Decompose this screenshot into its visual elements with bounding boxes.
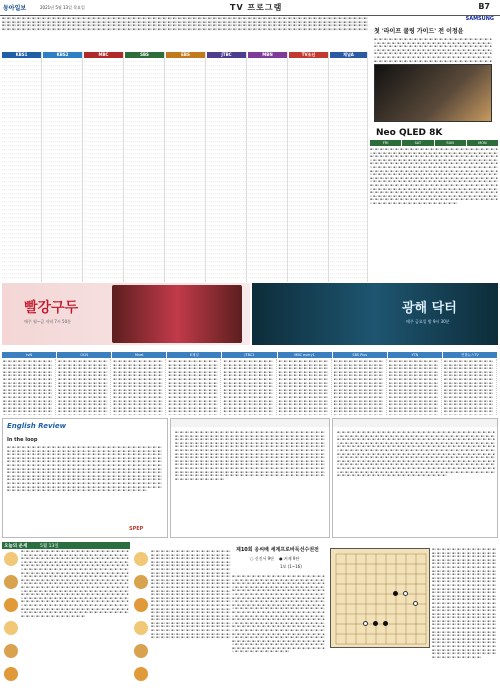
cable-header: Mnet — [112, 352, 166, 358]
publication-name: 동아일보 — [3, 5, 27, 12]
cable-channel-bar — [2, 352, 498, 358]
fortune-list-2 — [132, 542, 232, 688]
channel-header: JTBC — [207, 52, 246, 58]
baduk-game: 1보 (1~16) — [280, 564, 302, 569]
program-row — [43, 274, 82, 278]
ad-headline: 첫 '라이프 쿨링 가이드' 전 이정윤 — [374, 28, 464, 35]
drama-banner — [2, 283, 498, 345]
english-review-box — [2, 418, 168, 538]
black-stone — [383, 621, 388, 626]
black-stone — [373, 621, 378, 626]
box-header — [171, 419, 330, 427]
samsung-ad — [370, 16, 498, 286]
cable-column: ▪▫ ▪▫ ▪▫ ▪▫ ▪▫ ▪▫ ▪▫ ▪▫ ▪▫ ▪▫ ▪▫ ▪▫ ▪▫ ▪▫ ▪▫ ▪▫ ▪▫ ▪▫ ▪▫ ▪▫ ▪▫ ▪▫ ▪▫ ▪▫ ▪▫ ▪▫ ▪▫ ▪▫ ▪▫ ▪▫ ▪▫ ▪▫ ▪▫ ▪▫ ▪▫ ▪▫ ▪▫ ▪▫ ▪▫ ▪▫ ▪▫ ▪▫ ▪▫ ▪▫ ▪▫ ▪▫ ▪▫ ▪▫ ▪▫ ▪▫ ▪▫ ▪▫ ▪▫ ▪▫ ▪▫ ▪▫ ▪▫ ▪▫ ▪▫ ▪▫ ▪▫ ▪▫ ▪▫ ▪▫ ▪▫ ▪▫ ▪▫ ▪▫ ▪▫ ▪▫ ▪▫ ▪▫ ▪▫ ▪▫ ▪▫ ▪▫ ▪▫ ▪▫ ▪▫ ▪▫ ▪▫ ▪▫ ▪▫ ▪▫ ▪▫ ▪▫ ▪▫ ▪▫ ▪▫ ▪▫ ▪▫ ▪▫ ▪▫ ▪▫ ▪▫ ▪▫ ▪▫ ▪▫ ▪▫ ▪▫ ▪▫ ▪▫ ▪▫ ▪▫ ▪▫ ▪▫ ▪▫ ▪▫ ▪▫ ▪▫ ▪▫ ▪▫ ▪▫ ▪▫ ▪▫ ▪▫ ▪▫ ▪▫ ▪▫ ▪▫ ▪▫ ▪▫ ▪▫ ▪▫ ▪▫ ▪▫ ▪▫ ▪▫ ▪▫ ▪▫ ▪▫ ▪▫ ▪▫ ▪▫ ▪▫ ▪▫ ▪▫ ▪▫ ▪▫ ▪▫ ▪▫ ▪▫ ▪▫ ▪▫ ▪▫ ▪▫ ▪▫ ▪▫ ▪▫ ▪▫ ▪▫ ▪▫ ▪▫ ▪▫ ▪▫ ▪▫ ▪▫ ▪▫ ▪▫ ▪▫ — [443, 359, 497, 415]
cable-column: ▪▫ ▪▫ ▪▫ ▪▫ ▪▫ ▪▫ ▪▫ ▪▫ ▪▫ ▪▫ ▪▫ ▪▫ ▪▫ ▪▫ ▪▫ ▪▫ ▪▫ ▪▫ ▪▫ ▪▫ ▪▫ ▪▫ ▪▫ ▪▫ ▪▫ ▪▫ ▪▫ ▪▫ ▪▫ ▪▫ ▪▫ ▪▫ ▪▫ ▪▫ ▪▫ ▪▫ ▪▫ ▪▫ ▪▫ ▪▫ ▪▫ ▪▫ ▪▫ ▪▫ ▪▫ ▪▫ ▪▫ ▪▫ ▪▫ ▪▫ ▪▫ ▪▫ ▪▫ ▪▫ ▪▫ ▪▫ ▪▫ ▪▫ ▪▫ ▪▫ ▪▫ ▪▫ ▪▫ ▪▫ ▪▫ ▪▫ ▪▫ ▪▫ ▪▫ ▪▫ ▪▫ ▪▫ ▪▫ ▪▫ ▪▫ ▪▫ ▪▫ ▪▫ ▪▫ ▪▫ ▪▫ ▪▫ ▪▫ ▪▫ ▪▫ ▪▫ ▪▫ ▪▫ ▪▫ ▪▫ ▪▫ ▪▫ ▪▫ ▪▫ ▪▫ ▪▫ ▪▫ ▪▫ ▪▫ ▪▫ ▪▫ ▪▫ ▪▫ ▪▫ ▪▫ ▪▫ ▪▫ ▪▫ ▪▫ ▪▫ ▪▫ ▪▫ ▪▫ ▪▫ ▪▫ ▪▫ ▪▫ ▪▫ ▪▫ ▪▫ ▪▫ ▪▫ ▪▫ ▪▫ ▪▫ ▪▫ ▪▫ ▪▫ ▪▫ ▪▫ ▪▫ ▪▫ ▪▫ ▪▫ ▪▫ ▪▫ ▪▫ ▪▫ ▪▫ ▪▫ ▪▫ ▪▫ ▪▫ ▪▫ ▪▫ ▪▫ ▪▫ ▪▫ ▪▫ ▪▫ ▪▫ ▪▫ ▪▫ ▪▫ ▪▫ ▪▫ ▪▫ ▪▫ ▪▫ ▪▫ — [2, 359, 56, 415]
zodiac-rooster-icon — [134, 621, 148, 635]
cable-header: YTN — [388, 352, 442, 358]
channel-header: EBS — [166, 52, 205, 58]
section-title: TV 프로그램 — [230, 3, 283, 12]
channel-column-kbs2 — [43, 52, 83, 282]
cable-header: OCN — [57, 352, 111, 358]
weekday-listings: ▪▫ ▪▫ ▪▫ ▪▫ ▪▫ ▪▫ ▪▫ ▪▫ ▪▫ ▪▫ ▪▫ ▪▫ ▪▫ ▪▫ ▪▫ ▪▫ ▪▫ ▪▫ ▪▫ ▪▫ ▪▫ ▪▫ ▪▫ ▪▫ ▪▫ ▪▫ ▪▫ ▪▫ ▪▫ ▪▫ ▪▫ ▪▫ ▪▫ ▪▫ ▪▫ ▪▫ ▪▫ ▪▫ ▪▫ ▪▫ ▪▫ ▪▫ ▪▫ ▪▫ ▪▫ ▪▫ ▪▫ ▪▫ ▪▫ ▪▫ ▪▫ ▪▫ ▪▫ ▪▫ ▪▫ ▪▫ ▪▫ ▪▫ ▪▫ ▪▫ ▪▫ ▪▫ ▪▫ ▪▫ ▪▫ ▪▫ ▪▫ ▪▫ ▪▫ ▪▫ ▪▫ ▪▫ ▪▫ ▪▫ ▪▫ ▪▫ ▪▫ ▪▫ ▪▫ ▪▫ ▪▫ ▪▫ ▪▫ ▪▫ ▪▫ ▪▫ ▪▫ ▪▫ ▪▫ ▪▫ ▪▫ ▪▫ ▪▫ ▪▫ ▪▫ ▪▫ ▪▫ ▪▫ ▪▫ ▪▫ ▪▫ ▪▫ ▪▫ ▪▫ ▪▫ ▪▫ ▪▫ ▪▫ ▪▫ ▪▫ ▪▫ ▪▫ ▪▫ ▪▫ ▪▫ ▪▫ ▪▫ ▪▫ ▪▫ ▪▫ ▪▫ ▪▫ ▪▫ ▪▫ ▪▫ ▪▫ ▪▫ ▪▫ ▪▫ ▪▫ ▪▫ ▪▫ ▪▫ ▪▫ ▪▫ ▪▫ ▪▫ ▪▫ ▪▫ ▪▫ ▪▫ ▪▫ ▪▫ ▪▫ ▪▫ ▪▫ ▪▫ ▪▫ ▪▫ ▪▫ ▪▫ ▪▫ ▪▫ ▪▫ ▪▫ ▪▫ ▪▫ ▪▫ ▪▫ ▪▫ ▪▫ ▪▫ ▪▫ ▪▫ ▪▫ ▪▫ ▪▫ ▪▫ ▪▫ ▪▫ ▪▫ ▪▫ ▪▫ ▪▫ ▪▫ ▪▫ ▪▫ ▪▫ ▪▫ ▪▫ ▪▫ ▪▫ ▪▫ ▪▫ ▪▫ ▪▫ ▪▫ ▪▫ ▪▫ ▪▫ ▪▫ ▪▫ ▪▫ ▪▫ ▪▫ ▪▫ ▪▫ ▪▫ ▪▫ ▪▫ ▪▫ ▪▫ ▪▫ ▪▫ ▪▫ ▪▫ ▪▫ ▪▫ ▪▫ ▪▫ ▪▫ ▪▫ ▪▫ ▪▫ ▪▫ ▪▫ ▪▫ ▪▫ ▪▫ ▪▫ ▪▫ ▪▫ ▪▫ ▪▫ ▪▫ ▪▫ ▪▫ ▪▫ ▪▫ ▪▫ ▪▫ ▪▫ ▪▫ ▪▫ ▪▫ ▪▫ ▪▫ ▪▫ ▪▫ ▪▫ ▪▫ ▪▫ ▪▫ ▪▫ ▪▫ ▪▫ ▪▫ ▪▫ ▪▫ ▪▫ ▪▫ ▪▫ ▪▫ ▪▫ ▪▫ ▪▫ ▪▫ ▪▫ ▪▫ ▪▫ ▪▫ ▪▫ ▪▫ ▪▫ ▪▫ ▪▫ ▪▫ ▪▫ ▪▫ ▪▫ ▪▫ ▪▫ ▪▫ ▪▫ ▪▫ ▪▫ ▪▫ ▪▫ ▪▫ ▪▫ ▪▫ ▪▫ ▪▫ ▪▫ ▪▫ ▪▫ ▪▫ ▪▫ ▪▫ ▪▫ ▪▫ ▪▫ ▪▫ ▪▫ ▪▫ ▪▫ ▪▫ ▪▫ ▪▫ ▪▫ ▪▫ ▪▫ ▪▫ ▪▫ ▪▫ ▪▫ ▪▫ ▪▫ ▪▫ ▪▫ ▪▫ ▪▫ ▪▫ ▪▫ ▪▫ ▪▫ ▪▫ ▪▫ ▪▫ ▪▫ ▪▫ ▪▫ ▪▫ ▪▫ ▪▫ ▪▫ ▪▫ ▪▫ ▪▫ ▪▫ ▪▫ ▪▫ ▪▫ ▪▫ ▪▫ ▪▫ ▪▫ ▪▫ ▪▫ ▪▫ ▪▫ ▪▫ ▪▫ ▪▫ ▪▫ ▪▫ ▪▫ ▪▫ ▪▫ ▪▫ ▪▫ ▪▫ ▪▫ ▪▫ ▪▫ ▪▫ ▪▫ ▪▫ ▪▫ ▪▫ ▪▫ ▪▫ ▪▫ ▪▫ ▪▫ ▪▫ ▪▫ ▪▫ ▪▫ ▪▫ ▪▫ ▪▫ ▪▫ ▪▫ ▪▫ ▪▫ ▪▫ ▪▫ ▪▫ ▪▫ ▪▫ ▪▫ ▪▫ ▪▫ ▪▫ ▪▫ ▪▫ ▪▫ ▪▫ ▪▫ ▪▫ ▪▫ ▪▫ ▪▫ ▪▫ ▪▫ ▪▫ ▪▫ ▪▫ ▪▫ — [370, 148, 498, 205]
english-review-subtitle: In the loop — [7, 437, 38, 443]
zodiac-monkey-icon — [134, 598, 148, 612]
channel-header: SBS — [125, 52, 164, 58]
cable-column: ▪▫ ▪▫ ▪▫ ▪▫ ▪▫ ▪▫ ▪▫ ▪▫ ▪▫ ▪▫ ▪▫ ▪▫ ▪▫ ▪▫ ▪▫ ▪▫ ▪▫ ▪▫ ▪▫ ▪▫ ▪▫ ▪▫ ▪▫ ▪▫ ▪▫ ▪▫ ▪▫ ▪▫ ▪▫ ▪▫ ▪▫ ▪▫ ▪▫ ▪▫ ▪▫ ▪▫ ▪▫ ▪▫ ▪▫ ▪▫ ▪▫ ▪▫ ▪▫ ▪▫ ▪▫ ▪▫ ▪▫ ▪▫ ▪▫ ▪▫ ▪▫ ▪▫ ▪▫ ▪▫ ▪▫ ▪▫ ▪▫ ▪▫ ▪▫ ▪▫ ▪▫ ▪▫ ▪▫ ▪▫ ▪▫ ▪▫ ▪▫ ▪▫ ▪▫ ▪▫ ▪▫ ▪▫ ▪▫ ▪▫ ▪▫ ▪▫ ▪▫ ▪▫ ▪▫ ▪▫ ▪▫ ▪▫ ▪▫ ▪▫ ▪▫ ▪▫ ▪▫ ▪▫ ▪▫ ▪▫ ▪▫ ▪▫ ▪▫ ▪▫ ▪▫ ▪▫ ▪▫ ▪▫ ▪▫ ▪▫ ▪▫ ▪▫ ▪▫ ▪▫ ▪▫ ▪▫ ▪▫ ▪▫ ▪▫ ▪▫ ▪▫ ▪▫ ▪▫ ▪▫ ▪▫ ▪▫ ▪▫ ▪▫ ▪▫ ▪▫ ▪▫ ▪▫ ▪▫ ▪▫ ▪▫ ▪▫ ▪▫ ▪▫ ▪▫ ▪▫ ▪▫ ▪▫ ▪▫ ▪▫ ▪▫ ▪▫ ▪▫ ▪▫ ▪▫ ▪▫ ▪▫ ▪▫ ▪▫ ▪▫ ▪▫ ▪▫ ▪▫ ▪▫ ▪▫ ▪▫ ▪▫ ▪▫ ▪▫ ▪▫ ▪▫ ▪▫ ▪▫ ▪▫ ▪▫ ▪▫ — [388, 359, 442, 415]
channel-column-channela — [330, 52, 368, 282]
channel-header: TV조선 — [289, 52, 328, 58]
player-white: ● 커제 9단 — [279, 556, 300, 561]
weekday-header — [370, 140, 498, 146]
channel-header: KBS2 — [43, 52, 82, 58]
zodiac-ox-icon — [4, 575, 18, 589]
channel-header: MBC — [84, 52, 123, 58]
cable-header: MBC every1 — [278, 352, 332, 358]
weekday-mon: MON — [467, 140, 498, 146]
program-row — [207, 274, 246, 278]
zodiac-sheep-icon — [134, 575, 148, 589]
tv-product-image — [374, 64, 492, 122]
box-text: ▪▫ ▪▫ ▪▫ ▪▫ ▪▫ ▪▫ ▪▫ ▪▫ ▪▫ ▪▫ ▪▫ ▪▫ ▪▫ ▪▫ ▪▫ ▪▫ ▪▫ ▪▫ ▪▫ ▪▫ ▪▫ ▪▫ ▪▫ ▪▫ ▪▫ ▪▫ ▪▫ ▪▫ ▪▫ ▪▫ ▪▫ ▪▫ ▪▫ ▪▫ ▪▫ ▪▫ ▪▫ ▪▫ ▪▫ ▪▫ ▪▫ ▪▫ ▪▫ ▪▫ ▪▫ ▪▫ ▪▫ ▪▫ ▪▫ ▪▫ ▪▫ ▪▫ ▪▫ ▪▫ ▪▫ ▪▫ ▪▫ ▪▫ ▪▫ ▪▫ ▪▫ ▪▫ ▪▫ ▪▫ ▪▫ ▪▫ ▪▫ ▪▫ ▪▫ ▪▫ ▪▫ ▪▫ ▪▫ ▪▫ ▪▫ ▪▫ ▪▫ ▪▫ ▪▫ ▪▫ ▪▫ ▪▫ ▪▫ ▪▫ ▪▫ ▪▫ ▪▫ ▪▫ ▪▫ ▪▫ ▪▫ ▪▫ ▪▫ ▪▫ ▪▫ ▪▫ ▪▫ ▪▫ ▪▫ ▪▫ ▪▫ ▪▫ ▪▫ ▪▫ ▪▫ ▪▫ ▪▫ ▪▫ ▪▫ ▪▫ ▪▫ ▪▫ ▪▫ ▪▫ ▪▫ ▪▫ ▪▫ ▪▫ ▪▫ ▪▫ ▪▫ ▪▫ ▪▫ ▪▫ ▪▫ ▪▫ ▪▫ ▪▫ ▪▫ ▪▫ ▪▫ ▪▫ ▪▫ ▪▫ ▪▫ ▪▫ ▪▫ ▪▫ ▪▫ ▪▫ ▪▫ ▪▫ ▪▫ ▪▫ ▪▫ ▪▫ ▪▫ ▪▫ ▪▫ ▪▫ ▪▫ ▪▫ ▪▫ ▪▫ ▪▫ ▪▫ ▪▫ ▪▫ ▪▫ ▪▫ ▪▫ ▪▫ ▪▫ ▪▫ ▪▫ ▪▫ ▪▫ ▪▫ ▪▫ ▪▫ ▪▫ ▪▫ ▪▫ ▪▫ ▪▫ ▪▫ ▪▫ ▪▫ ▪▫ ▪▫ ▪▫ ▪▫ ▪▫ ▪▫ ▪▫ ▪▫ ▪▫ ▪▫ ▪▫ ▪▫ ▪▫ ▪▫ ▪▫ ▪▫ ▪▫ ▪▫ ▪▫ ▪▫ ▪▫ ▪▫ ▪▫ ▪▫ ▪▫ ▪▫ ▪▫ ▪▫ ▪▫ ▪▫ ▪▫ ▪▫ ▪▫ ▪▫ ▪▫ ▪▫ ▪▫ ▪▫ ▪▫ ▪▫ ▪▫ ▪▫ ▪▫ ▪▫ ▪▫ ▪▫ ▪▫ ▪▫ ▪▫ ▪▫ ▪▫ ▪▫ ▪▫ ▪▫ ▪▫ ▪▫ ▪▫ ▪▫ ▪▫ ▪▫ ▪▫ ▪▫ ▪▫ ▪▫ ▪▫ ▪▫ ▪▫ ▪▫ ▪▫ ▪▫ ▪▫ ▪▫ ▪▫ ▪▫ ▪▫ ▪▫ ▪▫ ▪▫ ▪▫ ▪▫ ▪▫ ▪▫ ▪▫ ▪▫ ▪▫ ▪▫ ▪▫ ▪▫ ▪▫ ▪▫ ▪▫ ▪▫ ▪▫ ▪▫ ▪▫ ▪▫ ▪▫ ▪▫ ▪▫ ▪▫ ▪▫ ▪▫ ▪▫ ▪▫ ▪▫ ▪▫ ▪▫ ▪▫ ▪▫ ▪▫ ▪▫ ▪▫ ▪▫ ▪▫ ▪▫ ▪▫ ▪▫ ▪▫ ▪▫ ▪▫ ▪▫ ▪▫ ▪▫ ▪▫ ▪▫ ▪▫ ▪▫ ▪▫ ▪▫ ▪▫ ▪▫ ▪▫ ▪▫ ▪▫ ▪▫ ▪▫ ▪▫ ▪▫ ▪▫ ▪▫ ▪▫ ▪▫ ▪▫ ▪▫ ▪▫ ▪▫ ▪▫ ▪▫ ▪▫ ▪▫ ▪▫ ▪▫ ▪▫ ▪▫ ▪▫ ▪▫ ▪▫ ▪▫ ▪▫ ▪▫ ▪▫ ▪▫ ▪▫ ▪▫ ▪▫ ▪▫ ▪▫ ▪▫ ▪▫ ▪▫ ▪▫ ▪▫ ▪▫ ▪▫ ▪▫ ▪▫ ▪▫ ▪▫ ▪▫ ▪▫ ▪▫ ▪▫ ▪▫ ▪▫ ▪▫ ▪▫ ▪▫ ▪▫ ▪▫ ▪▫ ▪▫ ▪▫ ▪▫ ▪▫ ▪▫ ▪▫ ▪▫ ▪▫ ▪▫ ▪▫ ▪▫ ▪▫ ▪▫ ▪▫ ▪▫ ▪▫ ▪▫ ▪▫ ▪▫ ▪▫ ▪▫ ▪▫ ▪▫ ▪▫ ▪▫ ▪▫ ▪▫ ▪▫ ▪▫ ▪▫ ▪▫ ▪▫ — [337, 431, 495, 478]
white-stone — [403, 591, 408, 596]
banner-right-sub: 매주 금요일 밤 9시 30분 — [406, 319, 450, 324]
ad-body-text: ▪▫ ▪▫ ▪▫ ▪▫ ▪▫ ▪▫ ▪▫ ▪▫ ▪▫ ▪▫ ▪▫ ▪▫ ▪▫ ▪▫ ▪▫ ▪▫ ▪▫ ▪▫ ▪▫ ▪▫ ▪▫ ▪▫ ▪▫ ▪▫ ▪▫ ▪▫ ▪▫ ▪▫ ▪▫ ▪▫ ▪▫ ▪▫ ▪▫ ▪▫ ▪▫ ▪▫ ▪▫ ▪▫ ▪▫ ▪▫ ▪▫ ▪▫ ▪▫ ▪▫ ▪▫ ▪▫ ▪▫ ▪▫ ▪▫ ▪▫ ▪▫ ▪▫ ▪▫ ▪▫ ▪▫ ▪▫ ▪▫ ▪▫ ▪▫ ▪▫ ▪▫ ▪▫ ▪▫ ▪▫ ▪▫ ▪▫ ▪▫ ▪▫ ▪▫ ▪▫ ▪▫ ▪▫ ▪▫ ▪▫ ▪▫ ▪▫ ▪▫ ▪▫ ▪▫ ▪▫ ▪▫ ▪▫ ▪▫ ▪▫ ▪▫ ▪▫ ▪▫ ▪▫ ▪▫ ▪▫ ▪▫ ▪▫ ▪▫ ▪▫ ▪▫ ▪▫ ▪▫ ▪▫ ▪▫ ▪▫ ▪▫ ▪▫ ▪▫ ▪▫ ▪▫ ▪▫ ▪▫ ▪▫ ▪▫ ▪▫ ▪▫ ▪▫ ▪▫ ▪▫ ▪▫ ▪▫ ▪▫ ▪▫ ▪▫ ▪▫ ▪▫ ▪▫ ▪▫ ▪▫ ▪▫ ▪▫ ▪▫ ▪▫ ▪▫ ▪▫ ▪▫ ▪▫ ▪▫ ▪▫ ▪▫ ▪▫ ▪▫ ▪▫ ▪▫ ▪▫ ▪▫ ▪▫ ▪▫ ▪▫ ▪▫ ▪▫ ▪▫ ▪▫ ▪▫ ▪▫ ▪▫ ▪▫ ▪▫ ▪▫ ▪▫ ▪▫ ▪▫ ▪▫ ▪▫ ▪▫ ▪▫ ▪▫ ▪▫ ▪▫ ▪ — [374, 38, 492, 62]
zodiac-dog-icon — [134, 644, 148, 658]
banner-right — [252, 283, 498, 345]
white-stone — [363, 621, 368, 626]
cable-column: ▪▫ ▪▫ ▪▫ ▪▫ ▪▫ ▪▫ ▪▫ ▪▫ ▪▫ ▪▫ ▪▫ ▪▫ ▪▫ ▪▫ ▪▫ ▪▫ ▪▫ ▪▫ ▪▫ ▪▫ ▪▫ ▪▫ ▪▫ ▪▫ ▪▫ ▪▫ ▪▫ ▪▫ ▪▫ ▪▫ ▪▫ ▪▫ ▪▫ ▪▫ ▪▫ ▪▫ ▪▫ ▪▫ ▪▫ ▪▫ ▪▫ ▪▫ ▪▫ ▪▫ ▪▫ ▪▫ ▪▫ ▪▫ ▪▫ ▪▫ ▪▫ ▪▫ ▪▫ ▪▫ ▪▫ ▪▫ ▪▫ ▪▫ ▪▫ ▪▫ ▪▫ ▪▫ ▪▫ ▪▫ ▪▫ ▪▫ ▪▫ ▪▫ ▪▫ ▪▫ ▪▫ ▪▫ ▪▫ ▪▫ ▪▫ ▪▫ ▪▫ ▪▫ ▪▫ ▪▫ ▪▫ ▪▫ ▪▫ ▪▫ ▪▫ ▪▫ ▪▫ ▪▫ ▪▫ ▪▫ ▪▫ ▪▫ ▪▫ ▪▫ ▪▫ ▪▫ ▪▫ ▪▫ ▪▫ ▪▫ ▪▫ ▪▫ ▪▫ ▪▫ ▪▫ ▪▫ ▪▫ ▪▫ ▪▫ ▪▫ ▪▫ ▪▫ ▪▫ ▪▫ ▪▫ ▪▫ ▪▫ ▪▫ ▪▫ ▪▫ ▪▫ ▪▫ ▪▫ ▪▫ ▪▫ ▪▫ ▪▫ ▪▫ ▪▫ ▪▫ ▪▫ ▪▫ ▪▫ ▪▫ ▪▫ ▪▫ ▪▫ ▪▫ ▪▫ ▪▫ ▪▫ ▪▫ ▪▫ ▪▫ ▪▫ ▪▫ ▪▫ ▪▫ ▪▫ ▪▫ ▪▫ ▪▫ ▪▫ ▪▫ ▪▫ ▪▫ ▪▫ ▪▫ ▪▫ ▪▫ — [333, 359, 387, 415]
program-row — [330, 274, 367, 278]
cable-listings — [2, 359, 498, 415]
masthead — [0, 0, 500, 16]
zodiac-pig-icon — [134, 667, 148, 681]
banner-right-title: 광해 닥터 — [402, 301, 457, 316]
channel-column-mbc — [84, 52, 124, 282]
channel-column-mbn — [248, 52, 288, 282]
baduk-title: 제10회 응씨배 세계프로바둑선수권전 — [236, 547, 319, 553]
fortune-date: 5월 13일 — [40, 544, 59, 549]
zodiac-snake-icon — [4, 667, 18, 681]
baduk-commentary: ▪▫ ▪▫ ▪▫ ▪▫ ▪▫ ▪▫ ▪▫ ▪▫ ▪▫ ▪▫ ▪▫ ▪▫ ▪▫ ▪▫ ▪▫ ▪▫ ▪▫ ▪▫ ▪▫ ▪▫ ▪▫ ▪▫ ▪▫ ▪▫ ▪▫ ▪▫ ▪▫ ▪▫ ▪▫ ▪▫ ▪▫ ▪▫ ▪▫ ▪▫ ▪▫ ▪▫ ▪▫ ▪▫ ▪▫ ▪▫ ▪▫ ▪▫ ▪▫ ▪▫ ▪▫ ▪▫ ▪▫ ▪▫ ▪▫ ▪▫ ▪▫ ▪▫ ▪▫ ▪▫ ▪▫ ▪▫ ▪▫ ▪▫ ▪▫ ▪▫ ▪▫ ▪▫ ▪▫ ▪▫ ▪▫ ▪▫ ▪▫ ▪▫ ▪▫ ▪▫ ▪▫ ▪▫ ▪▫ ▪▫ ▪▫ ▪▫ ▪▫ ▪▫ ▪▫ ▪▫ ▪▫ ▪▫ ▪▫ ▪▫ ▪▫ ▪▫ ▪▫ ▪▫ ▪▫ ▪▫ ▪▫ ▪▫ ▪▫ ▪▫ ▪▫ ▪▫ ▪▫ ▪▫ ▪▫ ▪▫ ▪▫ ▪▫ ▪▫ ▪▫ ▪▫ ▪▫ ▪▫ ▪▫ ▪▫ ▪▫ ▪▫ ▪▫ ▪▫ ▪▫ ▪▫ ▪▫ ▪▫ ▪▫ ▪▫ ▪▫ ▪▫ ▪▫ ▪▫ ▪▫ ▪▫ ▪▫ ▪▫ ▪▫ ▪▫ ▪▫ ▪▫ ▪▫ ▪▫ ▪▫ ▪▫ ▪▫ ▪▫ ▪▫ ▪▫ ▪▫ ▪▫ ▪▫ ▪▫ ▪▫ ▪▫ ▪▫ ▪▫ ▪▫ ▪▫ ▪▫ ▪▫ ▪▫ ▪▫ ▪▫ ▪▫ ▪▫ ▪▫ ▪▫ ▪▫ ▪▫ ▪▫ ▪▫ ▪▫ ▪▫ ▪▫ ▪▫ ▪▫ ▪▫ ▪▫ ▪▫ ▪▫ ▪▫ ▪▫ ▪▫ ▪▫ ▪▫ ▪▫ ▪▫ ▪▫ ▪▫ ▪▫ ▪▫ ▪▫ ▪▫ ▪▫ ▪▫ ▪▫ ▪▫ ▪▫ ▪▫ ▪▫ ▪▫ ▪▫ ▪▫ ▪▫ ▪▫ ▪▫ ▪▫ ▪▫ ▪▫ ▪▫ ▪▫ ▪▫ ▪▫ ▪▫ ▪▫ ▪▫ ▪▫ ▪▫ ▪▫ ▪▫ ▪▫ ▪▫ ▪▫ ▪▫ ▪▫ ▪▫ ▪▫ ▪▫ ▪▫ ▪▫ ▪▫ ▪▫ ▪▫ ▪▫ ▪▫ ▪▫ ▪▫ ▪▫ ▪▫ ▪▫ ▪▫ ▪▫ ▪▫ ▪▫ ▪▫ ▪▫ ▪▫ ▪▫ ▪▫ ▪▫ ▪▫ ▪▫ ▪▫ ▪▫ ▪▫ ▪▫ ▪▫ ▪▫ ▪▫ ▪▫ ▪▫ ▪▫ ▪▫ ▪▫ ▪▫ ▪▫ ▪▫ ▪▫ ▪▫ ▪▫ ▪▫ ▪▫ ▪▫ ▪▫ ▪▫ ▪▫ ▪▫ ▪▫ ▪▫ ▪▫ ▪▫ ▪▫ ▪▫ ▪▫ ▪▫ ▪▫ ▪▫ ▪▫ ▪▫ ▪▫ ▪▫ ▪▫ ▪▫ ▪▫ ▪▫ ▪▫ ▪▫ ▪▫ ▪▫ ▪▫ ▪▫ ▪▫ ▪▫ ▪▫ ▪▫ ▪▫ ▪▫ ▪▫ ▪▫ ▪▫ ▪▫ ▪▫ ▪▫ ▪▫ ▪▫ ▪▫ ▪▫ ▪▫ ▪▫ ▪▫ ▪▫ ▪▫ ▪▫ ▪▫ ▪▫ ▪▫ ▪▫ ▪▫ ▪▫ ▪▫ ▪▫ ▪▫ ▪▫ ▪▫ ▪▫ ▪▫ ▪▫ ▪▫ ▪▫ ▪▫ ▪▫ ▪▫ ▪▫ ▪▫ ▪▫ ▪▫ ▪▫ ▪▫ ▪▫ ▪▫ ▪▫ ▪▫ ▪▫ ▪▫ ▪▫ ▪▫ ▪▫ ▪▫ ▪▫ ▪▫ ▪▫ ▪▫ ▪▫ ▪▫ ▪▫ ▪▫ ▪▫ ▪▫ ▪▫ ▪▫ ▪▫ ▪▫ ▪▫ ▪▫ ▪▫ ▪▫ ▪▫ ▪▫ ▪▫ ▪▫ ▪▫ ▪▫ ▪▫ ▪▫ ▪▫ ▪▫ ▪▫ ▪▫ ▪▫ ▪▫ ▪▫ ▪▫ ▪▫ ▪▫ ▪▫ ▪▫ ▪▫ ▪▫ ▪▫ ▪▫ ▪▫ ▪▫ ▪▫ ▪▫ ▪▫ ▪▫ ▪▫ ▪▫ ▪▫ — [232, 575, 325, 654]
zodiac-rabbit-icon — [4, 621, 18, 635]
channel-column-ebs — [166, 52, 206, 282]
zodiac-horse-icon — [134, 552, 148, 566]
program-row — [248, 274, 287, 278]
channel-column-jtbc — [207, 52, 247, 282]
info-strip: ▪▫ ▪▫ ▪▫ ▪▫ ▪▫ ▪▫ ▪▫ ▪▫ ▪▫ ▪▫ ▪▫ ▪▫ ▪▫ ▪▫ ▪▫ ▪▫ ▪▫ ▪▫ ▪▫ ▪▫ ▪▫ ▪▫ ▪▫ ▪▫ ▪▫ ▪▫ ▪▫ ▪▫ ▪▫ ▪▫ ▪▫ ▪▫ ▪▫ ▪▫ ▪▫ ▪▫ ▪▫ ▪▫ ▪▫ ▪▫ ▪▫ ▪▫ ▪▫ ▪▫ ▪▫ ▪▫ ▪▫ ▪▫ ▪▫ ▪▫ ▪▫ ▪▫ ▪▫ ▪▫ ▪▫ ▪▫ ▪▫ ▪▫ ▪▫ ▪▫ ▪▫ ▪▫ ▪▫ ▪▫ ▪▫ ▪▫ ▪▫ ▪▫ ▪▫ ▪▫ ▪▫ ▪▫ ▪▫ ▪▫ ▪▫ ▪▫ ▪▫ ▪▫ ▪▫ ▪▫ ▪▫ ▪▫ ▪▫ ▪▫ ▪▫ ▪▫ ▪▫ ▪▫ ▪▫ ▪▫ ▪▫ ▪▫ ▪▫ ▪▫ ▪▫ ▪▫ ▪▫ ▪▫ ▪▫ ▪▫ ▪▫ ▪▫ ▪▫ ▪▫ ▪▫ ▪▫ ▪▫ ▪▫ ▪▫ ▪▫ ▪▫ ▪▫ ▪▫ ▪▫ ▪▫ ▪▫ ▪▫ ▪▫ ▪▫ ▪▫ ▪▫ ▪▫ ▪▫ ▪▫ ▪▫ ▪▫ ▪▫ ▪▫ ▪▫ ▪▫ ▪▫ ▪▫ ▪▫ ▪▫ ▪▫ ▪▫ ▪▫ ▪▫ ▪▫ ▪▫ ▪▫ ▪▫ ▪▫ ▪▫ ▪▫ ▪▫ ▪▫ ▪▫ ▪▫ ▪▫ ▪▫ ▪▫ ▪▫ ▪▫ ▪▫ ▪▫ ▪▫ ▪▫ ▪▫ ▪▫ ▪▫ ▪▫ ▪▫ ▪▫ ▪▫ ▪▫ ▪▫ ▪▫ ▪▫ ▪▫ ▪▫ ▪▫ ▪▫ ▪▫ ▪▫ ▪▫ ▪▫ ▪▫ ▪▫ ▪▫ ▪▫ ▪▫ ▪▫ ▪▫ ▪▫ ▪▫ ▪▫ ▪▫ ▪▫ ▪▫ ▪▫ ▪▫ ▪▫ ▪▫ ▪▫ ▪▫ ▪▫ ▪▫ ▪▫ ▪▫ ▪▫ ▪▫ ▪▫ ▪▫ ▪▫ ▪▫ ▪▫ ▪▫ ▪▫ ▪▫ ▪▫ ▪▫ ▪▫ ▪▫ ▪▫ ▪▫ ▪▫ ▪▫ ▪▫ ▪▫ ▪▫ ▪▫ ▪▫ ▪▫ ▪▫ ▪▫ ▪▫ ▪▫ ▪▫ ▪▫ ▪▫ ▪▫ ▪▫ ▪▫ ▪▫ ▪▫ ▪▫ ▪▫ ▪▫ ▪▫ ▪▫ ▪▫ ▪▫ ▪▫ ▪▫ ▪▫ ▪▫ ▪▫ ▪▫ ▪▫ ▪▫ ▪▫ ▪▫ ▪▫ ▪▫ ▪▫ ▪▫ ▪▫ ▪▫ ▪▫ ▪▫ ▪▫ ▪▫ ▪▫ ▪▫ ▪▫ ▪▫ ▪▫ ▪▫ ▪▫ ▪▫ ▪▫ ▪▫ ▪▫ ▪▫ ▪▫ ▪▫ ▪▫ ▪▫ ▪▫ ▪▫ ▪▫ ▪▫ ▪▫ ▪▫ ▪▫ ▪▫ ▪▫ ▪▫ ▪▫ ▪▫ ▪▫ — [2, 17, 368, 31]
cable-column: ▪▫ ▪▫ ▪▫ ▪▫ ▪▫ ▪▫ ▪▫ ▪▫ ▪▫ ▪▫ ▪▫ ▪▫ ▪▫ ▪▫ ▪▫ ▪▫ ▪▫ ▪▫ ▪▫ ▪▫ ▪▫ ▪▫ ▪▫ ▪▫ ▪▫ ▪▫ ▪▫ ▪▫ ▪▫ ▪▫ ▪▫ ▪▫ ▪▫ ▪▫ ▪▫ ▪▫ ▪▫ ▪▫ ▪▫ ▪▫ ▪▫ ▪▫ ▪▫ ▪▫ ▪▫ ▪▫ ▪▫ ▪▫ ▪▫ ▪▫ ▪▫ ▪▫ ▪▫ ▪▫ ▪▫ ▪▫ ▪▫ ▪▫ ▪▫ ▪▫ ▪▫ ▪▫ ▪▫ ▪▫ ▪▫ ▪▫ ▪▫ ▪▫ ▪▫ ▪▫ ▪▫ ▪▫ ▪▫ ▪▫ ▪▫ ▪▫ ▪▫ ▪▫ ▪▫ ▪▫ ▪▫ ▪▫ ▪▫ ▪▫ ▪▫ ▪▫ ▪▫ ▪▫ ▪▫ ▪▫ ▪▫ ▪▫ ▪▫ ▪▫ ▪▫ ▪▫ ▪▫ ▪▫ ▪▫ ▪▫ ▪▫ ▪▫ ▪▫ ▪▫ ▪▫ ▪▫ ▪▫ ▪▫ ▪▫ ▪▫ ▪▫ ▪▫ ▪▫ ▪▫ ▪▫ ▪▫ ▪▫ ▪▫ ▪▫ ▪▫ ▪▫ ▪▫ ▪▫ ▪▫ ▪▫ ▪▫ ▪▫ ▪▫ ▪▫ ▪▫ ▪▫ ▪▫ ▪▫ ▪▫ ▪▫ ▪▫ ▪▫ ▪▫ ▪▫ ▪▫ ▪▫ ▪▫ ▪▫ ▪▫ ▪▫ ▪▫ ▪▫ ▪▫ ▪▫ ▪▫ ▪▫ ▪▫ ▪▫ ▪▫ ▪▫ ▪▫ ▪▫ ▪▫ ▪▫ ▪▫ — [112, 359, 166, 415]
weekday-sat: SAT — [402, 140, 433, 146]
channel-header: KBS1 — [2, 52, 41, 58]
channel-header: MBN — [248, 52, 287, 58]
zodiac-dragon-icon — [4, 644, 18, 658]
program-row — [84, 274, 123, 278]
box-text: ▪▫ ▪▫ ▪▫ ▪▫ ▪▫ ▪▫ ▪▫ ▪▫ ▪▫ ▪▫ ▪▫ ▪▫ ▪▫ ▪▫ ▪▫ ▪▫ ▪▫ ▪▫ ▪▫ ▪▫ ▪▫ ▪▫ ▪▫ ▪▫ ▪▫ ▪▫ ▪▫ ▪▫ ▪▫ ▪▫ ▪▫ ▪▫ ▪▫ ▪▫ ▪▫ ▪▫ ▪▫ ▪▫ ▪▫ ▪▫ ▪▫ ▪▫ ▪▫ ▪▫ ▪▫ ▪▫ ▪▫ ▪▫ ▪▫ ▪▫ ▪▫ ▪▫ ▪▫ ▪▫ ▪▫ ▪▫ ▪▫ ▪▫ ▪▫ ▪▫ ▪▫ ▪▫ ▪▫ ▪▫ ▪▫ ▪▫ ▪▫ ▪▫ ▪▫ ▪▫ ▪▫ ▪▫ ▪▫ ▪▫ ▪▫ ▪▫ ▪▫ ▪▫ ▪▫ ▪▫ ▪▫ ▪▫ ▪▫ ▪▫ ▪▫ ▪▫ ▪▫ ▪▫ ▪▫ ▪▫ ▪▫ ▪▫ ▪▫ ▪▫ ▪▫ ▪▫ ▪▫ ▪▫ ▪▫ ▪▫ ▪▫ ▪▫ ▪▫ ▪▫ ▪▫ ▪▫ ▪▫ ▪▫ ▪▫ ▪▫ ▪▫ ▪▫ ▪▫ ▪▫ ▪▫ ▪▫ ▪▫ ▪▫ ▪▫ ▪▫ ▪▫ ▪▫ ▪▫ ▪▫ ▪▫ ▪▫ ▪▫ ▪▫ ▪▫ ▪▫ ▪▫ ▪▫ ▪▫ ▪▫ ▪▫ ▪▫ ▪▫ ▪▫ ▪▫ ▪▫ ▪▫ ▪▫ ▪▫ ▪▫ ▪▫ ▪▫ ▪▫ ▪▫ ▪▫ ▪▫ ▪▫ ▪▫ ▪▫ ▪▫ ▪▫ ▪▫ ▪▫ ▪▫ ▪▫ ▪▫ ▪▫ ▪▫ ▪▫ ▪▫ ▪▫ ▪▫ ▪▫ ▪▫ ▪▫ ▪▫ ▪▫ ▪▫ ▪▫ ▪▫ ▪▫ ▪▫ ▪▫ ▪▫ ▪▫ ▪▫ ▪▫ ▪▫ ▪▫ ▪▫ ▪▫ ▪▫ ▪▫ ▪▫ ▪▫ ▪▫ ▪▫ ▪▫ ▪▫ ▪▫ ▪▫ ▪▫ ▪▫ ▪▫ ▪▫ ▪▫ ▪▫ ▪▫ ▪▫ ▪▫ ▪▫ ▪▫ ▪▫ ▪▫ ▪▫ ▪▫ ▪▫ ▪▫ ▪▫ ▪▫ ▪▫ ▪▫ ▪▫ ▪▫ ▪▫ ▪▫ ▪▫ ▪▫ ▪▫ ▪▫ ▪▫ ▪▫ ▪▫ ▪▫ ▪▫ ▪▫ ▪▫ ▪▫ ▪▫ ▪▫ ▪▫ ▪▫ ▪▫ ▪▫ ▪▫ ▪▫ ▪▫ ▪▫ ▪▫ ▪▫ ▪▫ ▪▫ ▪▫ ▪▫ ▪▫ ▪▫ ▪▫ ▪▫ ▪▫ ▪▫ ▪▫ ▪▫ ▪▫ ▪▫ ▪▫ ▪▫ ▪▫ ▪▫ ▪▫ ▪▫ ▪▫ ▪▫ ▪▫ ▪▫ ▪▫ ▪▫ ▪▫ ▪▫ ▪▫ ▪▫ ▪▫ ▪▫ ▪▫ ▪▫ ▪▫ ▪▫ ▪▫ ▪▫ ▪▫ ▪▫ ▪▫ ▪▫ ▪▫ ▪▫ ▪▫ ▪▫ ▪▫ ▪▫ ▪▫ ▪▫ ▪▫ ▪▫ ▪▫ ▪▫ ▪▫ ▪▫ ▪▫ ▪▫ ▪▫ ▪▫ ▪▫ ▪▫ ▪▫ ▪▫ ▪▫ ▪▫ ▪▫ ▪▫ ▪▫ ▪▫ ▪▫ ▪▫ ▪▫ ▪▫ ▪▫ ▪▫ ▪▫ ▪▫ ▪▫ ▪▫ ▪▫ ▪▫ ▪▫ ▪▫ ▪▫ ▪▫ ▪▫ ▪▫ ▪▫ ▪▫ ▪▫ ▪▫ ▪▫ ▪▫ ▪▫ ▪▫ ▪▫ ▪▫ ▪▫ ▪▫ ▪▫ ▪▫ ▪▫ ▪▫ ▪▫ ▪▫ ▪▫ ▪▫ ▪▫ ▪▫ ▪▫ ▪▫ ▪▫ ▪▫ ▪▫ ▪▫ ▪▫ ▪▫ ▪▫ ▪▫ ▪▫ ▪▫ ▪▫ ▪▫ ▪▫ ▪▫ ▪▫ ▪▫ ▪▫ ▪▫ ▪▫ ▪▫ ▪▫ ▪▫ ▪▫ ▪▫ ▪▫ ▪▫ ▪▫ ▪▫ ▪▫ ▪▫ ▪▫ ▪▫ ▪▫ ▪▫ ▪▫ ▪▫ ▪▫ ▪▫ ▪▫ ▪▫ ▪▫ ▪▫ ▪▫ ▪▫ — [175, 431, 325, 481]
fortune-list — [2, 550, 130, 688]
tv-schedule-grid — [2, 52, 368, 282]
cable-header: JTBC2 — [222, 352, 276, 358]
spep-logo: SPEP — [129, 526, 144, 532]
cable-header: E채널 — [167, 352, 221, 358]
channel-column-kbs1 — [2, 52, 42, 282]
cable-column: ▪▫ ▪▫ ▪▫ ▪▫ ▪▫ ▪▫ ▪▫ ▪▫ ▪▫ ▪▫ ▪▫ ▪▫ ▪▫ ▪▫ ▪▫ ▪▫ ▪▫ ▪▫ ▪▫ ▪▫ ▪▫ ▪▫ ▪▫ ▪▫ ▪▫ ▪▫ ▪▫ ▪▫ ▪▫ ▪▫ ▪▫ ▪▫ ▪▫ ▪▫ ▪▫ ▪▫ ▪▫ ▪▫ ▪▫ ▪▫ ▪▫ ▪▫ ▪▫ ▪▫ ▪▫ ▪▫ ▪▫ ▪▫ ▪▫ ▪▫ ▪▫ ▪▫ ▪▫ ▪▫ ▪▫ ▪▫ ▪▫ ▪▫ ▪▫ ▪▫ ▪▫ ▪▫ ▪▫ ▪▫ ▪▫ ▪▫ ▪▫ ▪▫ ▪▫ ▪▫ ▪▫ ▪▫ ▪▫ ▪▫ ▪▫ ▪▫ ▪▫ ▪▫ ▪▫ ▪▫ ▪▫ ▪▫ ▪▫ ▪▫ ▪▫ ▪▫ ▪▫ ▪▫ ▪▫ ▪▫ ▪▫ ▪▫ ▪▫ ▪▫ ▪▫ ▪▫ ▪▫ ▪▫ ▪▫ ▪▫ ▪▫ ▪▫ ▪▫ ▪▫ ▪▫ ▪▫ ▪▫ ▪▫ ▪▫ ▪▫ ▪▫ ▪▫ ▪▫ ▪▫ ▪▫ ▪▫ ▪▫ ▪▫ ▪▫ ▪▫ ▪▫ ▪▫ ▪▫ ▪▫ ▪▫ ▪▫ ▪▫ ▪▫ ▪▫ ▪▫ ▪▫ ▪▫ ▪▫ ▪▫ ▪▫ ▪▫ ▪▫ ▪▫ ▪▫ ▪▫ ▪▫ ▪▫ ▪▫ ▪▫ ▪▫ ▪▫ ▪▫ ▪▫ ▪▫ ▪▫ ▪▫ ▪▫ ▪▫ ▪▫ ▪▫ ▪▫ ▪▫ ▪▫ ▪▫ ▪▫ — [167, 359, 221, 415]
weekday-fri: FRI — [370, 140, 401, 146]
program-row — [2, 274, 41, 278]
program-row — [166, 274, 205, 278]
japanese-review-box — [170, 418, 330, 538]
white-stone — [413, 601, 418, 606]
program-row — [125, 274, 164, 278]
baduk-players — [250, 556, 299, 562]
board-grid — [331, 549, 431, 649]
banner-left-title: 빨강구두 — [24, 300, 79, 316]
weekday-sun: SUN — [435, 140, 466, 146]
banner-left-sub: 매주 월~금 저녁 7시 50분 — [24, 319, 71, 324]
baduk-board — [330, 548, 430, 648]
cable-column: ▪▫ ▪▫ ▪▫ ▪▫ ▪▫ ▪▫ ▪▫ ▪▫ ▪▫ ▪▫ ▪▫ ▪▫ ▪▫ ▪▫ ▪▫ ▪▫ ▪▫ ▪▫ ▪▫ ▪▫ ▪▫ ▪▫ ▪▫ ▪▫ ▪▫ ▪▫ ▪▫ ▪▫ ▪▫ ▪▫ ▪▫ ▪▫ ▪▫ ▪▫ ▪▫ ▪▫ ▪▫ ▪▫ ▪▫ ▪▫ ▪▫ ▪▫ ▪▫ ▪▫ ▪▫ ▪▫ ▪▫ ▪▫ ▪▫ ▪▫ ▪▫ ▪▫ ▪▫ ▪▫ ▪▫ ▪▫ ▪▫ ▪▫ ▪▫ ▪▫ ▪▫ ▪▫ ▪▫ ▪▫ ▪▫ ▪▫ ▪▫ ▪▫ ▪▫ ▪▫ ▪▫ ▪▫ ▪▫ ▪▫ ▪▫ ▪▫ ▪▫ ▪▫ ▪▫ ▪▫ ▪▫ ▪▫ ▪▫ ▪▫ ▪▫ ▪▫ ▪▫ ▪▫ ▪▫ ▪▫ ▪▫ ▪▫ ▪▫ ▪▫ ▪▫ ▪▫ ▪▫ ▪▫ ▪▫ ▪▫ ▪▫ ▪▫ ▪▫ ▪▫ ▪▫ ▪▫ ▪▫ ▪▫ ▪▫ ▪▫ ▪▫ ▪▫ ▪▫ ▪▫ ▪▫ ▪▫ ▪▫ ▪▫ ▪▫ ▪▫ ▪▫ ▪▫ ▪▫ ▪▫ ▪▫ ▪▫ ▪▫ ▪▫ ▪▫ ▪▫ ▪▫ ▪▫ ▪▫ ▪▫ ▪▫ ▪▫ ▪▫ ▪▫ ▪▫ ▪▫ ▪▫ ▪▫ ▪▫ ▪▫ ▪▫ ▪▫ ▪▫ ▪▫ ▪▫ ▪▫ ▪▫ ▪▫ ▪▫ ▪▫ ▪▫ ▪▫ ▪▫ ▪▫ ▪▫ ▪▫ — [57, 359, 111, 415]
program-row — [289, 274, 328, 278]
fortune-text: ▪▫ ▪▫ ▪▫ ▪▫ ▪▫ ▪▫ ▪▫ ▪▫ ▪▫ ▪▫ ▪▫ ▪▫ ▪▫ ▪▫ ▪▫ ▪▫ ▪▫ ▪▫ ▪▫ ▪▫ ▪▫ ▪▫ ▪▫ ▪▫ ▪▫ ▪▫ ▪▫ ▪▫ ▪▫ ▪▫ ▪▫ ▪▫ ▪▫ ▪▫ ▪▫ ▪▫ ▪▫ ▪▫ ▪▫ ▪▫ ▪▫ ▪▫ ▪▫ ▪▫ ▪▫ ▪▫ ▪▫ ▪▫ ▪▫ ▪▫ ▪▫ ▪▫ ▪▫ ▪▫ ▪▫ ▪▫ ▪▫ ▪▫ ▪▫ ▪▫ ▪▫ ▪▫ ▪▫ ▪▫ ▪▫ ▪▫ ▪▫ ▪▫ ▪▫ ▪▫ ▪▫ ▪▫ ▪▫ ▪▫ ▪▫ ▪▫ ▪▫ ▪▫ ▪▫ ▪▫ ▪▫ ▪▫ ▪▫ ▪▫ ▪▫ ▪▫ ▪▫ ▪▫ ▪▫ ▪▫ ▪▫ ▪▫ ▪▫ ▪▫ ▪▫ ▪▫ ▪▫ ▪▫ ▪▫ ▪▫ ▪▫ ▪▫ ▪▫ ▪▫ ▪▫ ▪▫ ▪▫ ▪▫ ▪▫ ▪▫ ▪▫ ▪▫ ▪▫ ▪▫ ▪▫ ▪▫ ▪▫ ▪▫ ▪▫ ▪▫ ▪▫ ▪▫ ▪▫ ▪▫ ▪▫ ▪▫ ▪▫ ▪▫ ▪▫ ▪▫ ▪▫ ▪▫ ▪▫ ▪▫ ▪▫ ▪▫ ▪▫ ▪▫ ▪▫ ▪▫ ▪▫ ▪▫ ▪▫ ▪▫ ▪▫ ▪▫ ▪▫ ▪▫ ▪▫ ▪▫ ▪▫ ▪▫ ▪▫ ▪▫ ▪▫ ▪▫ ▪▫ ▪▫ ▪▫ ▪▫ ▪▫ ▪▫ ▪▫ ▪▫ ▪▫ ▪▫ ▪▫ ▪▫ ▪▫ ▪▫ ▪▫ ▪▫ ▪▫ ▪▫ ▪▫ ▪▫ ▪▫ ▪▫ ▪▫ ▪▫ ▪▫ ▪▫ ▪▫ ▪▫ ▪▫ ▪▫ ▪▫ ▪▫ ▪▫ ▪▫ ▪▫ ▪▫ ▪▫ ▪▫ ▪▫ ▪▫ ▪▫ ▪▫ ▪▫ ▪▫ ▪▫ ▪▫ ▪▫ ▪▫ ▪▫ ▪▫ ▪▫ ▪▫ ▪▫ ▪▫ ▪▫ ▪▫ ▪▫ ▪▫ ▪▫ ▪▫ ▪▫ ▪▫ ▪▫ ▪▫ ▪▫ ▪▫ ▪▫ ▪▫ ▪▫ ▪▫ ▪▫ ▪▫ ▪▫ ▪▫ ▪▫ ▪▫ ▪▫ ▪▫ ▪▫ ▪▫ ▪▫ ▪▫ ▪▫ ▪▫ ▪▫ ▪▫ ▪▫ ▪▫ ▪▫ ▪▫ ▪▫ ▪▫ ▪▫ ▪▫ ▪▫ ▪▫ ▪▫ ▪▫ ▪▫ ▪▫ ▪▫ ▪▫ ▪▫ ▪▫ ▪▫ ▪▫ ▪▫ ▪▫ ▪▫ ▪▫ ▪▫ ▪▫ ▪▫ ▪▫ ▪▫ ▪▫ ▪▫ ▪▫ ▪▫ ▪▫ ▪▫ ▪▫ ▪▫ ▪▫ ▪▫ ▪▫ ▪▫ ▪▫ ▪▫ ▪▫ ▪▫ ▪▫ ▪▫ ▪▫ ▪▫ ▪▫ ▪▫ ▪▫ ▪▫ ▪▫ ▪▫ ▪▫ ▪▫ ▪▫ ▪▫ ▪▫ ▪▫ ▪▫ ▪▫ ▪▫ ▪▫ ▪▫ ▪▫ ▪▫ ▪▫ ▪▫ ▪▫ ▪▫ ▪▫ ▪▫ ▪▫ ▪▫ ▪▫ ▪▫ ▪▫ ▪▫ ▪▫ ▪▫ ▪▫ ▪▫ ▪▫ ▪▫ ▪▫ ▪▫ ▪▫ ▪▫ ▪▫ ▪▫ ▪▫ ▪▫ ▪▫ ▪▫ ▪▫ ▪▫ ▪▫ ▪▫ ▪▫ ▪▫ ▪▫ ▪▫ ▪▫ ▪▫ ▪▫ ▪▫ ▪▫ ▪▫ ▪▫ ▪▫ ▪▫ ▪▫ ▪▫ ▪▫ ▪▫ ▪▫ ▪▫ ▪▫ ▪▫ ▪▫ ▪▫ ▪▫ ▪▫ ▪▫ ▪▫ ▪▫ ▪▫ ▪▫ ▪▫ ▪▫ ▪▫ ▪▫ ▪▫ ▪▫ ▪▫ ▪▫ ▪▫ ▪▫ ▪▫ ▪▫ ▪▫ ▪▫ ▪▫ ▪▫ ▪▫ ▪▫ ▪▫ ▪▫ ▪▫ ▪▫ ▪▫ ▪▫ ▪▫ ▪▫ ▪▫ ▪▫ — [21, 550, 129, 618]
chinese-review-box — [332, 418, 498, 538]
black-stone — [393, 591, 398, 596]
baduk-notes: ▪▫ ▪▫ ▪▫ ▪▫ ▪▫ ▪▫ ▪▫ ▪▫ ▪▫ ▪▫ ▪▫ ▪▫ ▪▫ ▪▫ ▪▫ ▪▫ ▪▫ ▪▫ ▪▫ ▪▫ ▪▫ ▪▫ ▪▫ ▪▫ ▪▫ ▪▫ ▪▫ ▪▫ ▪▫ ▪▫ ▪▫ ▪▫ ▪▫ ▪▫ ▪▫ ▪▫ ▪▫ ▪▫ ▪▫ ▪▫ ▪▫ ▪▫ ▪▫ ▪▫ ▪▫ ▪▫ ▪▫ ▪▫ ▪▫ ▪▫ ▪▫ ▪▫ ▪▫ ▪▫ ▪▫ ▪▫ ▪▫ ▪▫ ▪▫ ▪▫ ▪▫ ▪▫ ▪▫ ▪▫ ▪▫ ▪▫ ▪▫ ▪▫ ▪▫ ▪▫ ▪▫ ▪▫ ▪▫ ▪▫ ▪▫ ▪▫ ▪▫ ▪▫ ▪▫ ▪▫ ▪▫ ▪▫ ▪▫ ▪▫ ▪▫ ▪▫ ▪▫ ▪▫ ▪▫ ▪▫ ▪▫ ▪▫ ▪▫ ▪▫ ▪▫ ▪▫ ▪▫ ▪▫ ▪▫ ▪▫ ▪▫ ▪▫ ▪▫ ▪▫ ▪▫ ▪▫ ▪▫ ▪▫ ▪▫ ▪▫ ▪▫ ▪▫ ▪▫ ▪▫ ▪▫ ▪▫ ▪▫ ▪▫ ▪▫ ▪▫ ▪▫ ▪▫ ▪▫ ▪▫ ▪▫ ▪▫ ▪▫ ▪▫ ▪▫ ▪▫ ▪▫ ▪▫ ▪▫ ▪▫ ▪▫ ▪▫ ▪▫ ▪▫ ▪▫ ▪▫ ▪▫ ▪▫ ▪▫ ▪▫ ▪▫ ▪▫ ▪▫ ▪▫ ▪▫ ▪▫ ▪▫ ▪▫ ▪▫ ▪▫ ▪▫ ▪▫ ▪▫ ▪▫ ▪▫ ▪▫ ▪▫ ▪▫ ▪▫ ▪▫ ▪▫ ▪▫ ▪▫ ▪▫ ▪▫ ▪▫ ▪▫ ▪▫ ▪▫ ▪▫ ▪▫ ▪▫ ▪▫ ▪▫ ▪▫ ▪▫ ▪▫ ▪▫ ▪▫ ▪▫ ▪▫ ▪▫ ▪▫ ▪▫ ▪▫ ▪▫ ▪▫ ▪▫ ▪▫ ▪▫ ▪▫ ▪▫ ▪▫ ▪▫ ▪▫ ▪▫ ▪▫ ▪▫ ▪▫ ▪▫ ▪▫ ▪▫ ▪▫ ▪▫ ▪▫ ▪▫ ▪▫ ▪▫ ▪▫ ▪▫ ▪▫ ▪▫ ▪▫ ▪▫ ▪▫ ▪▫ ▪▫ ▪▫ ▪▫ ▪▫ ▪▫ ▪▫ ▪▫ ▪▫ ▪▫ ▪▫ ▪▫ ▪▫ ▪▫ ▪▫ ▪▫ ▪▫ ▪▫ ▪▫ ▪▫ ▪▫ ▪▫ ▪▫ ▪▫ ▪▫ ▪▫ ▪▫ ▪▫ ▪▫ ▪▫ ▪▫ ▪▫ ▪▫ ▪▫ ▪▫ ▪▫ ▪▫ ▪▫ ▪▫ ▪▫ ▪▫ ▪▫ ▪▫ ▪▫ ▪▫ ▪▫ ▪▫ ▪▫ ▪▫ ▪▫ ▪▫ ▪▫ ▪▫ ▪▫ ▪▫ ▪▫ ▪▫ ▪▫ ▪▫ ▪▫ ▪▫ ▪▫ ▪▫ ▪▫ ▪▫ ▪▫ ▪▫ ▪▫ ▪▫ ▪▫ ▪▫ ▪▫ ▪▫ ▪▫ ▪▫ ▪▫ ▪▫ ▪▫ ▪▫ ▪▫ ▪▫ ▪▫ ▪▫ ▪▫ ▪▫ ▪▫ ▪▫ ▪▫ ▪▫ ▪▫ ▪▫ ▪▫ ▪▫ ▪▫ ▪▫ ▪▫ ▪▫ ▪▫ ▪▫ ▪▫ ▪▫ ▪▫ ▪▫ ▪▫ ▪▫ ▪▫ ▪▫ ▪▫ ▪▫ ▪▫ ▪▫ ▪▫ ▪▫ ▪▫ ▪▫ ▪▫ ▪▫ ▪▫ ▪▫ ▪▫ ▪▫ ▪▫ ▪▫ ▪▫ ▪▫ ▪▫ ▪▫ ▪▫ ▪▫ ▪▫ ▪▫ ▪▫ ▪▫ ▪▫ ▪▫ ▪▫ ▪▫ ▪▫ ▪▫ ▪▫ ▪▫ ▪▫ ▪▫ ▪▫ ▪▫ ▪▫ ▪▫ ▪▫ ▪▫ ▪▫ ▪▫ ▪▫ ▪▫ ▪▫ ▪▫ ▪▫ ▪▫ ▪▫ ▪▫ ▪▫ ▪▫ ▪▫ ▪▫ ▪▫ ▪▫ ▪▫ ▪▫ ▪▫ ▪▫ ▪▫ ▪▫ ▪▫ ▪▫ ▪▫ ▪▫ ▪▫ ▪▫ ▪▫ ▪▫ ▪▫ ▪▫ — [432, 548, 497, 659]
product-name: Neo QLED 8K — [376, 128, 443, 138]
publication-date: 2021년 5월 13일 목요일 — [40, 5, 85, 10]
page-number: B7 — [478, 2, 490, 11]
fortune-title: 오늘의 운세 — [4, 544, 28, 549]
cable-header: tvN — [2, 352, 56, 358]
english-review-title: English Review — [7, 422, 67, 430]
samsung-logo: SAMSUNG — [465, 16, 494, 22]
cable-header: 연합뉴스TV — [443, 352, 497, 358]
cable-header: SBS Plus — [333, 352, 387, 358]
channel-column-sbs — [125, 52, 165, 282]
zodiac-tiger-icon — [4, 598, 18, 612]
english-review-text: ▪▫ ▪▫ ▪▫ ▪▫ ▪▫ ▪▫ ▪▫ ▪▫ ▪▫ ▪▫ ▪▫ ▪▫ ▪▫ ▪▫ ▪▫ ▪▫ ▪▫ ▪▫ ▪▫ ▪▫ ▪▫ ▪▫ ▪▫ ▪▫ ▪▫ ▪▫ ▪▫ ▪▫ ▪▫ ▪▫ ▪▫ ▪▫ ▪▫ ▪▫ ▪▫ ▪▫ ▪▫ ▪▫ ▪▫ ▪▫ ▪▫ ▪▫ ▪▫ ▪▫ ▪▫ ▪▫ ▪▫ ▪▫ ▪▫ ▪▫ ▪▫ ▪▫ ▪▫ ▪▫ ▪▫ ▪▫ ▪▫ ▪▫ ▪▫ ▪▫ ▪▫ ▪▫ ▪▫ ▪▫ ▪▫ ▪▫ ▪▫ ▪▫ ▪▫ ▪▫ ▪▫ ▪▫ ▪▫ ▪▫ ▪▫ ▪▫ ▪▫ ▪▫ ▪▫ ▪▫ ▪▫ ▪▫ ▪▫ ▪▫ ▪▫ ▪▫ ▪▫ ▪▫ ▪▫ ▪▫ ▪▫ ▪▫ ▪▫ ▪▫ ▪▫ ▪▫ ▪▫ ▪▫ ▪▫ ▪▫ ▪▫ ▪▫ ▪▫ ▪▫ ▪▫ ▪▫ ▪▫ ▪▫ ▪▫ ▪▫ ▪▫ ▪▫ ▪▫ ▪▫ ▪▫ ▪▫ ▪▫ ▪▫ ▪▫ ▪▫ ▪▫ ▪▫ ▪▫ ▪▫ ▪▫ ▪▫ ▪▫ ▪▫ ▪▫ ▪▫ ▪▫ ▪▫ ▪▫ ▪▫ ▪▫ ▪▫ ▪▫ ▪▫ ▪▫ ▪▫ ▪▫ ▪▫ ▪▫ ▪▫ ▪▫ ▪▫ ▪▫ ▪▫ ▪▫ ▪▫ ▪▫ ▪▫ ▪▫ ▪▫ ▪▫ ▪▫ ▪▫ ▪▫ ▪▫ ▪▫ ▪▫ ▪▫ ▪▫ ▪▫ ▪▫ ▪▫ ▪▫ ▪▫ ▪▫ ▪▫ ▪▫ ▪▫ ▪▫ ▪▫ ▪▫ ▪▫ ▪▫ ▪▫ ▪▫ ▪▫ ▪▫ ▪▫ ▪▫ ▪▫ ▪▫ ▪▫ ▪▫ ▪▫ ▪▫ ▪▫ ▪▫ ▪▫ ▪▫ ▪▫ ▪▫ ▪▫ ▪▫ ▪▫ ▪▫ ▪▫ ▪▫ ▪▫ ▪▫ ▪▫ ▪▫ ▪▫ ▪▫ ▪▫ ▪▫ ▪▫ ▪▫ ▪▫ ▪▫ ▪▫ ▪▫ ▪▫ ▪▫ ▪▫ ▪▫ ▪▫ ▪▫ ▪▫ ▪▫ ▪▫ ▪▫ ▪▫ ▪▫ ▪▫ ▪▫ ▪▫ ▪▫ ▪▫ ▪▫ ▪▫ ▪▫ ▪▫ ▪▫ ▪▫ ▪▫ ▪▫ ▪▫ ▪▫ ▪▫ ▪▫ ▪▫ ▪▫ ▪▫ ▪▫ ▪▫ ▪▫ ▪▫ ▪▫ ▪▫ ▪▫ ▪▫ ▪▫ ▪▫ ▪▫ ▪▫ ▪▫ ▪▫ ▪▫ ▪▫ ▪▫ ▪▫ ▪▫ ▪▫ ▪▫ ▪▫ ▪▫ ▪▫ ▪▫ ▪▫ ▪▫ ▪▫ ▪▫ ▪▫ ▪▫ ▪▫ ▪▫ ▪▫ ▪▫ ▪▫ ▪▫ ▪▫ ▪▫ ▪▫ ▪▫ ▪▫ ▪▫ ▪▫ ▪▫ ▪▫ ▪▫ ▪▫ ▪▫ ▪▫ ▪▫ ▪▫ ▪▫ ▪▫ ▪▫ ▪▫ ▪▫ ▪▫ ▪▫ ▪▫ ▪▫ ▪▫ ▪▫ ▪▫ ▪▫ ▪▫ ▪▫ ▪▫ ▪▫ ▪▫ ▪▫ ▪▫ ▪▫ ▪▫ ▪▫ ▪▫ ▪▫ ▪▫ ▪▫ ▪▫ ▪▫ ▪▫ ▪▫ ▪▫ ▪▫ ▪▫ ▪▫ ▪▫ ▪▫ ▪▫ ▪▫ ▪▫ ▪▫ ▪▫ ▪▫ ▪▫ ▪▫ ▪▫ ▪▫ ▪▫ ▪▫ ▪▫ ▪▫ ▪▫ ▪▫ ▪▫ ▪▫ ▪▫ ▪▫ ▪▫ ▪▫ ▪▫ ▪▫ ▪▫ ▪▫ ▪▫ ▪▫ ▪▫ ▪▫ ▪▫ ▪▫ ▪▫ ▪▫ ▪▫ ▪▫ ▪▫ ▪▫ ▪▫ ▪▫ ▪▫ ▪▫ ▪▫ ▪▫ ▪▫ ▪▫ ▪▫ ▪▫ ▪▫ ▪▫ ▪▫ ▪▫ ▪▫ ▪▫ ▪▫ ▪▫ ▪▫ ▪▫ ▪▫ ▪▫ ▪▫ ▪▫ ▪▫ ▪▫ — [7, 446, 162, 493]
zodiac-rat-icon — [4, 552, 18, 566]
fortune-text: ▪▫ ▪▫ ▪▫ ▪▫ ▪▫ ▪▫ ▪▫ ▪▫ ▪▫ ▪▫ ▪▫ ▪▫ ▪▫ ▪▫ ▪▫ ▪▫ ▪▫ ▪▫ ▪▫ ▪▫ ▪▫ ▪▫ ▪▫ ▪▫ ▪▫ ▪▫ ▪▫ ▪▫ ▪▫ ▪▫ ▪▫ ▪▫ ▪▫ ▪▫ ▪▫ ▪▫ ▪▫ ▪▫ ▪▫ ▪▫ ▪▫ ▪▫ ▪▫ ▪▫ ▪▫ ▪▫ ▪▫ ▪▫ ▪▫ ▪▫ ▪▫ ▪▫ ▪▫ ▪▫ ▪▫ ▪▫ ▪▫ ▪▫ ▪▫ ▪▫ ▪▫ ▪▫ ▪▫ ▪▫ ▪▫ ▪▫ ▪▫ ▪▫ ▪▫ ▪▫ ▪▫ ▪▫ ▪▫ ▪▫ ▪▫ ▪▫ ▪▫ ▪▫ ▪▫ ▪▫ ▪▫ ▪▫ ▪▫ ▪▫ ▪▫ ▪▫ ▪▫ ▪▫ ▪▫ ▪▫ ▪▫ ▪▫ ▪▫ ▪▫ ▪▫ ▪▫ ▪▫ ▪▫ ▪▫ ▪▫ ▪▫ ▪▫ ▪▫ ▪▫ ▪▫ ▪▫ ▪▫ ▪▫ ▪▫ ▪▫ ▪▫ ▪▫ ▪▫ ▪▫ ▪▫ ▪▫ ▪▫ ▪▫ ▪▫ ▪▫ ▪▫ ▪▫ ▪▫ ▪▫ ▪▫ ▪▫ ▪▫ ▪▫ ▪▫ ▪▫ ▪▫ ▪▫ ▪▫ ▪▫ ▪▫ ▪▫ ▪▫ ▪▫ ▪▫ ▪▫ ▪▫ ▪▫ ▪▫ ▪▫ ▪▫ ▪▫ ▪▫ ▪▫ ▪▫ ▪▫ ▪▫ ▪▫ ▪▫ ▪▫ ▪▫ ▪▫ ▪▫ ▪▫ ▪▫ ▪▫ ▪▫ ▪▫ ▪▫ ▪▫ ▪▫ ▪▫ ▪▫ ▪▫ ▪▫ ▪▫ ▪▫ ▪▫ ▪▫ ▪▫ ▪▫ ▪▫ ▪▫ ▪▫ ▪▫ ▪▫ ▪▫ ▪▫ ▪▫ ▪▫ ▪▫ ▪▫ ▪▫ ▪▫ ▪▫ ▪▫ ▪▫ ▪▫ ▪▫ ▪▫ ▪▫ ▪▫ ▪▫ ▪▫ ▪▫ ▪▫ ▪▫ ▪▫ ▪▫ ▪▫ ▪▫ ▪▫ ▪▫ ▪▫ ▪▫ ▪▫ ▪▫ ▪▫ ▪▫ ▪▫ ▪▫ ▪▫ ▪▫ ▪▫ ▪▫ ▪▫ ▪▫ ▪▫ ▪▫ ▪▫ ▪▫ ▪▫ ▪▫ ▪▫ ▪▫ ▪▫ ▪▫ ▪▫ ▪▫ ▪▫ ▪▫ ▪▫ ▪▫ ▪▫ ▪▫ ▪▫ ▪▫ ▪▫ ▪▫ ▪▫ ▪▫ ▪▫ ▪▫ ▪▫ ▪▫ ▪▫ ▪▫ ▪▫ ▪▫ ▪▫ ▪▫ ▪▫ ▪▫ ▪▫ ▪▫ ▪▫ ▪▫ ▪▫ ▪▫ ▪▫ ▪▫ ▪▫ ▪▫ ▪▫ ▪▫ ▪▫ ▪▫ ▪▫ ▪▫ ▪▫ ▪▫ ▪▫ ▪▫ ▪▫ ▪▫ ▪▫ ▪▫ ▪▫ ▪▫ ▪▫ ▪▫ ▪▫ ▪▫ ▪▫ ▪▫ ▪▫ ▪▫ ▪▫ ▪▫ ▪▫ ▪▫ ▪▫ ▪▫ ▪▫ ▪▫ ▪▫ ▪▫ ▪▫ ▪▫ ▪▫ ▪▫ ▪▫ ▪▫ ▪▫ ▪▫ ▪▫ ▪▫ ▪▫ ▪▫ ▪▫ ▪▫ ▪▫ ▪▫ ▪▫ ▪▫ ▪▫ ▪▫ ▪▫ ▪▫ ▪▫ ▪▫ ▪▫ ▪▫ ▪▫ ▪▫ ▪▫ ▪▫ ▪▫ ▪▫ ▪▫ ▪▫ ▪▫ ▪▫ ▪▫ ▪▫ ▪▫ ▪▫ ▪▫ ▪▫ ▪▫ ▪▫ ▪▫ ▪▫ ▪▫ ▪▫ ▪▫ ▪▫ ▪▫ ▪▫ ▪▫ ▪▫ ▪▫ ▪▫ ▪▫ ▪▫ ▪▫ ▪▫ ▪▫ ▪▫ ▪▫ ▪▫ ▪▫ ▪▫ ▪▫ ▪▫ ▪▫ ▪▫ ▪▫ ▪▫ ▪▫ ▪▫ ▪▫ ▪▫ ▪▫ ▪▫ ▪▫ ▪▫ ▪▫ ▪▫ ▪▫ ▪▫ ▪▫ ▪▫ ▪▫ ▪▫ ▪▫ ▪▫ ▪▫ ▪▫ ▪▫ ▪▫ ▪▫ ▪▫ ▪▫ ▪▫ ▪▫ — [151, 550, 231, 640]
player-black: ○ 신진서 9단 — [250, 556, 275, 561]
box-header — [333, 419, 498, 427]
cast-photo — [112, 285, 242, 343]
channel-header: 채널A — [330, 52, 367, 58]
cable-column: ▪▫ ▪▫ ▪▫ ▪▫ ▪▫ ▪▫ ▪▫ ▪▫ ▪▫ ▪▫ ▪▫ ▪▫ ▪▫ ▪▫ ▪▫ ▪▫ ▪▫ ▪▫ ▪▫ ▪▫ ▪▫ ▪▫ ▪▫ ▪▫ ▪▫ ▪▫ ▪▫ ▪▫ ▪▫ ▪▫ ▪▫ ▪▫ ▪▫ ▪▫ ▪▫ ▪▫ ▪▫ ▪▫ ▪▫ ▪▫ ▪▫ ▪▫ ▪▫ ▪▫ ▪▫ ▪▫ ▪▫ ▪▫ ▪▫ ▪▫ ▪▫ ▪▫ ▪▫ ▪▫ ▪▫ ▪▫ ▪▫ ▪▫ ▪▫ ▪▫ ▪▫ ▪▫ ▪▫ ▪▫ ▪▫ ▪▫ ▪▫ ▪▫ ▪▫ ▪▫ ▪▫ ▪▫ ▪▫ ▪▫ ▪▫ ▪▫ ▪▫ ▪▫ ▪▫ ▪▫ ▪▫ ▪▫ ▪▫ ▪▫ ▪▫ ▪▫ ▪▫ ▪▫ ▪▫ ▪▫ ▪▫ ▪▫ ▪▫ ▪▫ ▪▫ ▪▫ ▪▫ ▪▫ ▪▫ ▪▫ ▪▫ ▪▫ ▪▫ ▪▫ ▪▫ ▪▫ ▪▫ ▪▫ ▪▫ ▪▫ ▪▫ ▪▫ ▪▫ ▪▫ ▪▫ ▪▫ ▪▫ ▪▫ ▪▫ ▪▫ ▪▫ ▪▫ ▪▫ ▪▫ ▪▫ ▪▫ ▪▫ ▪▫ ▪▫ ▪▫ ▪▫ ▪▫ ▪▫ ▪▫ ▪▫ ▪▫ ▪▫ ▪▫ ▪▫ ▪▫ ▪▫ ▪▫ ▪▫ ▪▫ ▪▫ ▪▫ ▪▫ ▪▫ ▪▫ ▪▫ ▪▫ ▪▫ ▪▫ ▪▫ ▪▫ ▪▫ ▪▫ ▪▫ ▪▫ ▪▫ — [278, 359, 332, 415]
channel-column-tvchosun — [289, 52, 329, 282]
cable-column: ▪▫ ▪▫ ▪▫ ▪▫ ▪▫ ▪▫ ▪▫ ▪▫ ▪▫ ▪▫ ▪▫ ▪▫ ▪▫ ▪▫ ▪▫ ▪▫ ▪▫ ▪▫ ▪▫ ▪▫ ▪▫ ▪▫ ▪▫ ▪▫ ▪▫ ▪▫ ▪▫ ▪▫ ▪▫ ▪▫ ▪▫ ▪▫ ▪▫ ▪▫ ▪▫ ▪▫ ▪▫ ▪▫ ▪▫ ▪▫ ▪▫ ▪▫ ▪▫ ▪▫ ▪▫ ▪▫ ▪▫ ▪▫ ▪▫ ▪▫ ▪▫ ▪▫ ▪▫ ▪▫ ▪▫ ▪▫ ▪▫ ▪▫ ▪▫ ▪▫ ▪▫ ▪▫ ▪▫ ▪▫ ▪▫ ▪▫ ▪▫ ▪▫ ▪▫ ▪▫ ▪▫ ▪▫ ▪▫ ▪▫ ▪▫ ▪▫ ▪▫ ▪▫ ▪▫ ▪▫ ▪▫ ▪▫ ▪▫ ▪▫ ▪▫ ▪▫ ▪▫ ▪▫ ▪▫ ▪▫ ▪▫ ▪▫ ▪▫ ▪▫ ▪▫ ▪▫ ▪▫ ▪▫ ▪▫ ▪▫ ▪▫ ▪▫ ▪▫ ▪▫ ▪▫ ▪▫ ▪▫ ▪▫ ▪▫ ▪▫ ▪▫ ▪▫ ▪▫ ▪▫ ▪▫ ▪▫ ▪▫ ▪▫ ▪▫ ▪▫ ▪▫ ▪▫ ▪▫ ▪▫ ▪▫ ▪▫ ▪▫ ▪▫ ▪▫ ▪▫ ▪▫ ▪▫ ▪▫ ▪▫ ▪▫ ▪▫ ▪▫ ▪▫ ▪▫ ▪▫ ▪▫ ▪▫ ▪▫ ▪▫ ▪▫ ▪▫ ▪▫ ▪▫ ▪▫ ▪▫ ▪▫ ▪▫ ▪▫ ▪▫ ▪▫ ▪▫ ▪▫ ▪▫ ▪▫ ▪▫ — [222, 359, 276, 415]
